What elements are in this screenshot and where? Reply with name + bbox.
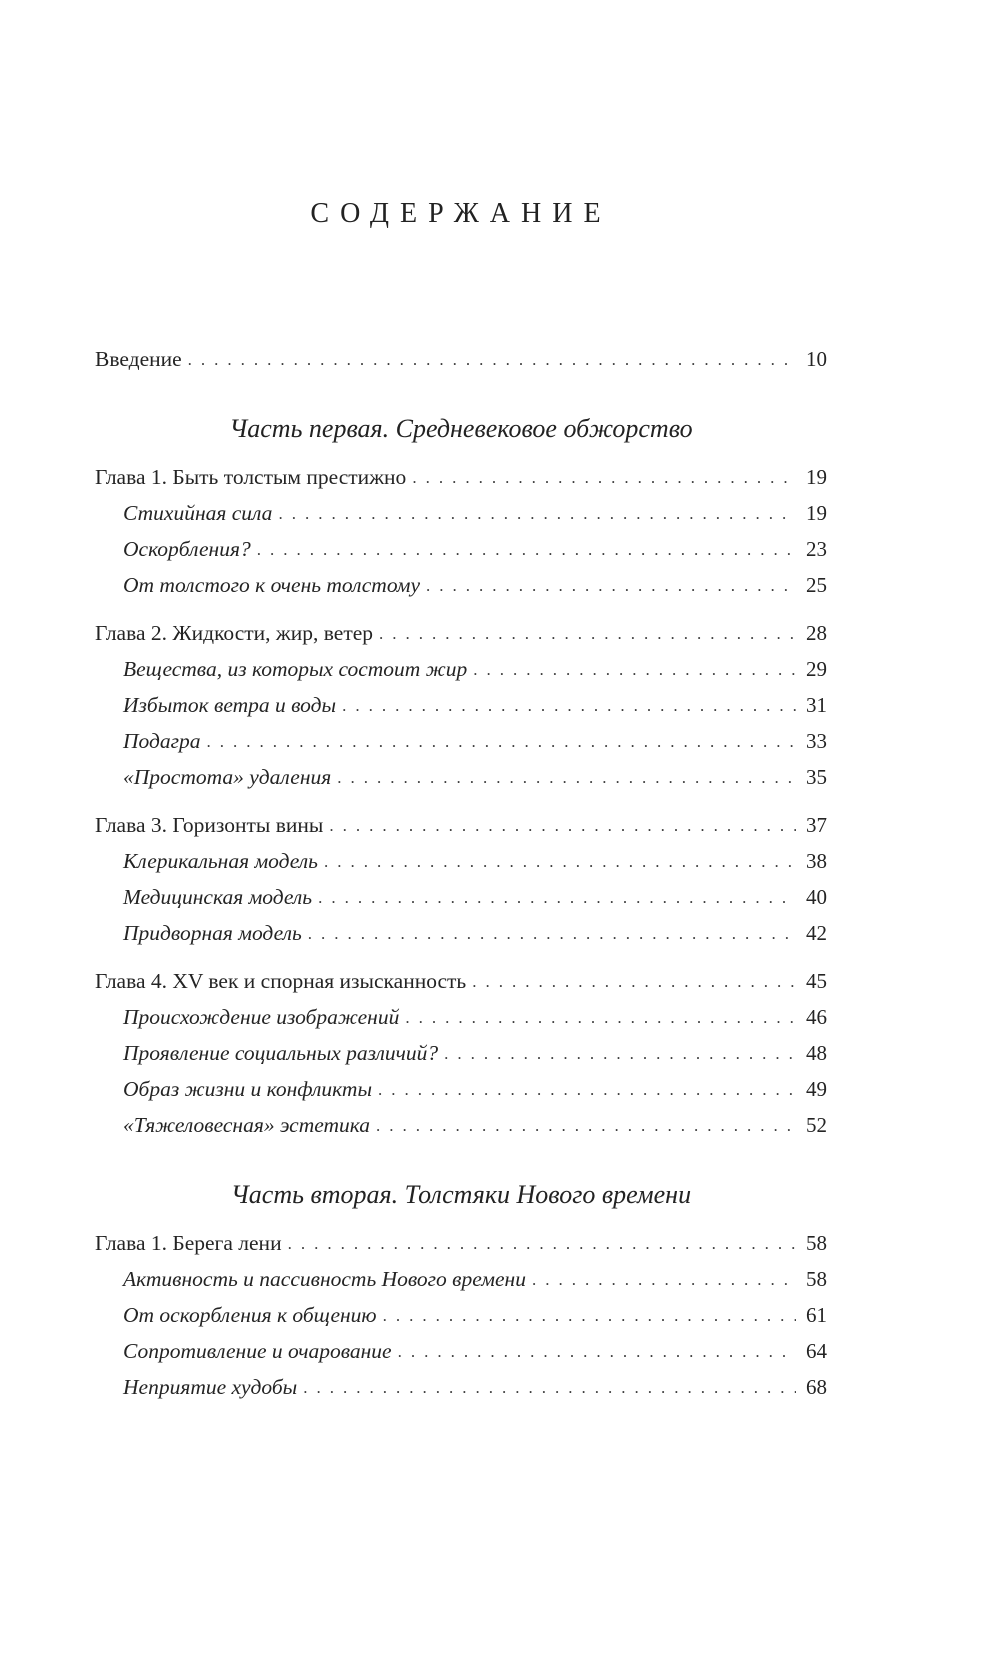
entry-label: «Тяжеловесная» эстетика xyxy=(123,1113,371,1137)
dot-leader xyxy=(329,808,796,843)
page-number: 29 xyxy=(806,657,827,681)
page-number: 49 xyxy=(806,1077,827,1101)
page-number: 19 xyxy=(806,501,827,525)
chapter-group xyxy=(95,460,827,604)
toc-entry xyxy=(95,964,827,1000)
page-number: 33 xyxy=(806,729,827,753)
toc-subentry xyxy=(95,1370,827,1406)
dot-leader xyxy=(337,760,796,795)
page-number: 40 xyxy=(806,885,827,909)
toc-subentry xyxy=(95,496,827,532)
entry-label: «Простота» удаления xyxy=(123,765,332,789)
dot-leader xyxy=(378,1072,796,1107)
dot-leader xyxy=(342,688,796,723)
entry-label: Глава 1. Берега лени xyxy=(95,1231,282,1255)
entry-label: Медицинская модель xyxy=(123,885,313,909)
intro-block xyxy=(95,342,827,378)
toc-entry xyxy=(95,808,827,844)
page-number: 31 xyxy=(806,693,827,717)
entry-label: Глава 3. Горизонты вины xyxy=(95,813,324,837)
dot-leader xyxy=(288,1226,796,1261)
page-number: 64 xyxy=(806,1339,827,1363)
dot-leader xyxy=(532,1262,796,1297)
page-number: 52 xyxy=(806,1113,827,1137)
entry-label: От толстого к очень толстому xyxy=(123,573,421,597)
dot-leader xyxy=(405,1000,796,1035)
toc-entry xyxy=(95,1226,827,1262)
entry-label: Активность и пассивность Нового времени xyxy=(123,1267,526,1291)
toc-subentry xyxy=(95,1298,827,1334)
entry-label: Глава 1. Быть толстым престижно xyxy=(95,465,407,489)
entry-label: Оскорбления? xyxy=(123,537,251,561)
toc-subentry xyxy=(95,1108,827,1144)
toc-subentry xyxy=(95,724,827,760)
chapter-group xyxy=(95,964,827,1144)
part-heading: Часть вторая. Толстяки Нового времени xyxy=(230,1180,692,1209)
page-number: 68 xyxy=(806,1375,827,1399)
entry-label: Происхождение изображений xyxy=(123,1005,400,1029)
page-number: 38 xyxy=(806,849,827,873)
entry-label: Вещества, из которых состоит жир xyxy=(123,657,468,681)
dot-leader xyxy=(383,1298,796,1333)
toc-subentry xyxy=(95,688,827,724)
toc-entry xyxy=(95,342,827,378)
dot-leader xyxy=(398,1334,796,1369)
toc-subentry xyxy=(95,916,827,952)
dot-leader xyxy=(188,342,796,377)
dot-leader xyxy=(303,1370,796,1405)
toc-title: СОДЕРЖАНИЕ xyxy=(310,198,612,229)
toc-subentry xyxy=(95,880,827,916)
entry-label: Глава 2. Жидкости, жир, ветер xyxy=(95,621,374,645)
entry-label: Клерикальная модель xyxy=(123,849,318,873)
toc-subentry xyxy=(95,760,827,796)
dot-leader xyxy=(472,964,796,999)
page-number: 46 xyxy=(806,1005,827,1029)
entry-label: Введение xyxy=(95,347,182,371)
toc-subentry xyxy=(95,1000,827,1036)
book-page xyxy=(95,0,827,1406)
dot-leader xyxy=(324,844,796,879)
dot-leader xyxy=(426,568,796,603)
entry-label: Придворная модель xyxy=(123,921,302,945)
dot-leader xyxy=(376,1108,796,1143)
chapter-group xyxy=(95,616,827,796)
entry-label: Глава 4. XV век и спорная изысканность xyxy=(95,969,467,993)
toc-subentry xyxy=(95,1036,827,1072)
page-number: 25 xyxy=(806,573,827,597)
entry-label: Подагра xyxy=(123,729,201,753)
page-number: 61 xyxy=(806,1303,827,1327)
dot-leader xyxy=(379,616,796,651)
dot-leader xyxy=(278,496,796,531)
dot-leader xyxy=(318,880,796,915)
toc-entry xyxy=(95,460,827,496)
page-number: 58 xyxy=(806,1231,827,1255)
dot-leader xyxy=(412,460,796,495)
entry-label: От оскорбления к общению xyxy=(123,1303,377,1327)
part-heading: Часть первая. Средневековое обжорство xyxy=(229,414,693,443)
chapter-group xyxy=(95,808,827,952)
toc-body xyxy=(95,342,827,1406)
page-number: 45 xyxy=(806,969,827,993)
page-number: 23 xyxy=(806,537,827,561)
entry-label: Сопротивление и очарование xyxy=(123,1339,392,1363)
entry-label: Неприятие худобы xyxy=(123,1375,298,1399)
page-number: 42 xyxy=(806,921,827,945)
dot-leader xyxy=(308,916,796,951)
chapter-group xyxy=(95,1226,827,1406)
entry-label: Проявление социальных различий? xyxy=(123,1041,439,1065)
dot-leader xyxy=(444,1036,796,1071)
page-number: 58 xyxy=(806,1267,827,1291)
page-number: 19 xyxy=(806,465,827,489)
dot-leader xyxy=(207,724,796,759)
toc-subentry xyxy=(95,1262,827,1298)
page-number: 10 xyxy=(806,347,827,371)
toc-subentry xyxy=(95,652,827,688)
toc-subentry xyxy=(95,1072,827,1108)
page-number: 28 xyxy=(806,621,827,645)
entry-label: Образ жизни и конфликты xyxy=(123,1077,373,1101)
page-number: 35 xyxy=(806,765,827,789)
dot-leader xyxy=(257,532,796,567)
toc-subentry xyxy=(95,1334,827,1370)
dot-leader xyxy=(473,652,796,687)
entry-label: Стихийная сила xyxy=(123,501,273,525)
toc-subentry xyxy=(95,532,827,568)
page-number: 37 xyxy=(806,813,827,837)
toc-subentry xyxy=(95,844,827,880)
entry-label: Избыток ветра и воды xyxy=(123,693,337,717)
toc-subentry xyxy=(95,568,827,604)
page-number: 48 xyxy=(806,1041,827,1065)
toc-entry xyxy=(95,616,827,652)
